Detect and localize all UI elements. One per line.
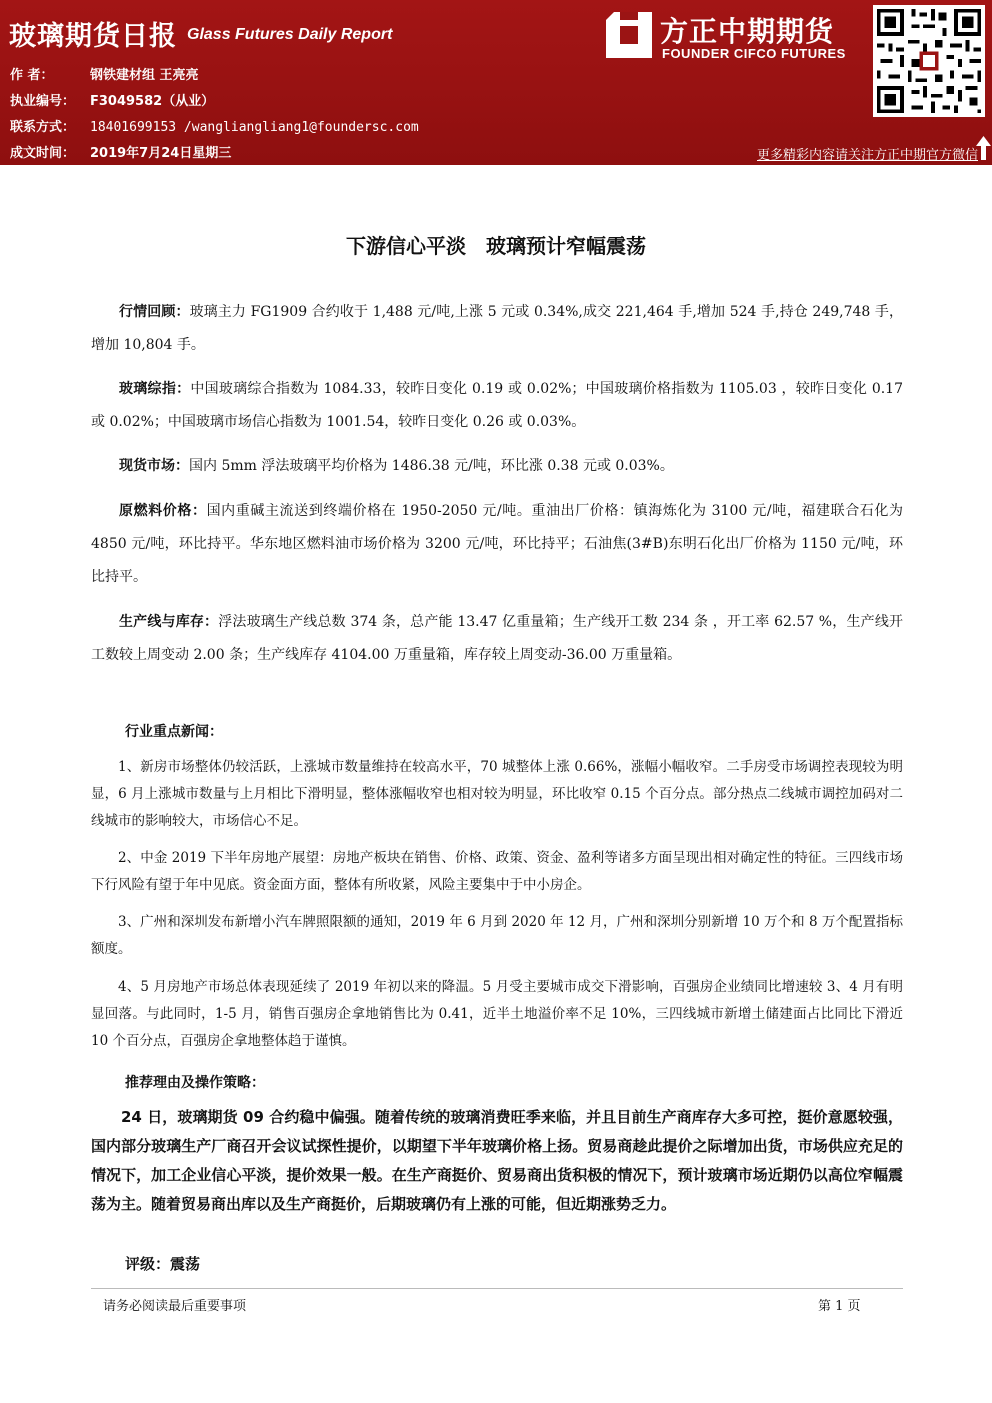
glass-index-label: 玻璃综指： (119, 381, 191, 397)
raw-materials-paragraph (91, 495, 903, 594)
wechat-qr-code-icon[interactable] (873, 5, 985, 117)
logo-english-text: FOUNDER CIFCO FUTURES (662, 46, 846, 61)
arrow-up-icon (975, 135, 992, 161)
company-logo (600, 8, 855, 66)
market-review-text: 玻璃主力 FG1909 合约收于 1,488 元/吨,上涨 5 元或 0.34%,成交 221,464 手,增加 524 手,持仓 249,748 手，增加 10,804 手。 (91, 304, 903, 353)
news-heading: 行业重点新闻： (125, 724, 223, 740)
market-review-label: 行情回顾： (119, 304, 190, 320)
meta-license: 执业编号： F3049582（从业） (10, 94, 215, 109)
page-number: 第 1 页 (818, 1299, 861, 1314)
logo-chinese-text: 方正中期期货 (660, 15, 835, 48)
news-item: 2、中金 2019 下半年房地产展望：房地产板块在销售、价格、政策、资金、盈利等诸多方面呈现出相对确定性的特征。三四线市场下行风险有望于年中见底。资金面方面，整体有所收紧，风险主要集中于中小房企。 (91, 850, 903, 893)
raw-materials-label: 原燃料价格： (119, 503, 207, 519)
meta-contact: 联系方式： 18401699153 /wangliangliang1@foundersc.com (10, 120, 419, 135)
footer-disclaimer-note: 请务必阅读最后重要事项 (103, 1299, 247, 1314)
report-title: 下游信心平淡 玻璃预计窄幅震荡 (346, 234, 646, 258)
glass-index-paragraph (91, 373, 903, 439)
report-header (0, 0, 992, 165)
spot-market-paragraph (91, 450, 903, 483)
rating: 评级：震荡 (125, 1255, 201, 1273)
report-series-subtitle: Glass Futures Daily Report (187, 26, 393, 43)
glass-index-text: 中国玻璃综合指数为 1084.33，较昨日变化 0.19 或 0.02%；中国玻璃价格指数为 1105.03 ，较昨日变化 0.17 或 0.02%；中国玻璃市场信心指数为 1001.54，较昨日变化 0.26 或 0.03%。 (91, 381, 903, 430)
meta-author: 作 者： 钢铁建材组 王亮亮 (10, 68, 199, 83)
follow-wechat-link[interactable]: 更多精彩内容请关注方正中期官方微信 (756, 148, 978, 163)
strategy-paragraph: 24 日，玻璃期货 09 合约稳中偏强。随着传统的玻璃消费旺季来临，并且目前生产商库存大多可控，挺价意愿较强，国内部分玻璃生产厂商召开会议试探性提价，以期望下半年玻璃价格上扬。贸易商趁此提价之际增加出货，市场供应充足的情况下，加工企业信心平淡，提价效果一般。在生产商挺价、贸易商出货积极的情况下，预计玻璃市场近期仍以高位窄幅震荡为主。随着贸易商出库以及生产商挺价，后期玻璃仍有上涨的可能，但近期涨势乏力。 (91, 1108, 903, 1213)
news-item: 3、广州和深圳发布新增小汽车牌照限额的通知，2019 年 6 月到 2020 年 12 月，广州和深圳分别新增 10 万个和 8 万个配置指标额度。 (91, 914, 903, 957)
footer-divider (91, 1288, 903, 1289)
strategy-heading: 推荐理由及操作策略： (125, 1075, 265, 1091)
production-label: 生产线与库存： (119, 614, 219, 630)
founder-logo-icon (604, 10, 654, 60)
spot-market-label: 现货市场： (119, 458, 189, 474)
raw-materials-text: 国内重碱主流送到终端价格在 1950-2050 元/吨。重油出厂价格：镇海炼化为 3100 元/吨，福建联合石化为 4850 元/吨，环比持平。华东地区燃料油市场价格为 3200 元/吨，环比持平；石油焦(3#B)东明石化出厂价格为 1150 元/吨，环比持平。 (91, 503, 903, 585)
production-text: 浮法玻璃生产线总数 374 条，总产能 13.47 亿重量箱；生产线开工数 234 条 ，开工率 62.57 %，生产线开工数较上周变动 2.00 条；生产线库存 4104.00 万重量箱，库存较上周变动-36.00 万重量箱。 (91, 614, 903, 663)
news-item: 4、5 月房地产市场总体表现延续了 2019 年初以来的降温。5 月受主要城市成交下滑影响，百强房企业绩同比增速较 3、4 月有明显回落。与此同时，1-5 月，销售百强房企拿地销售比为 0.41，近半土地溢价率不足 10%，三四线城市新增土储建面占比同比下滑近 10 个百分点，百强房企拿地整体趋于谨慎。 (91, 979, 903, 1049)
meta-date: 成文时间： 2019年7月24日星期三 (10, 146, 232, 161)
news-item: 1、新房市场整体仍较活跃，上涨城市数量维持在较高水平，70 城整体上涨 0.66%，涨幅小幅收窄。二手房受市场调控表现较为明显，6 月上涨城市数量与上月相比下滑明显，整体涨幅收窄也相对较为明显，环比收窄 0.15 个百分点。部分热点二线城市调控加码对二线城市的影响较大，市场信心不足。 (91, 759, 903, 829)
spot-market-text: 国内 5mm 浮法玻璃平均价格为 1486.38 元/吨，环比涨 0.38 元或 0.03%。 (189, 458, 674, 474)
report-series-title: 玻璃期货日报 (9, 21, 177, 52)
production-paragraph (91, 606, 903, 672)
market-review-paragraph (91, 296, 903, 362)
